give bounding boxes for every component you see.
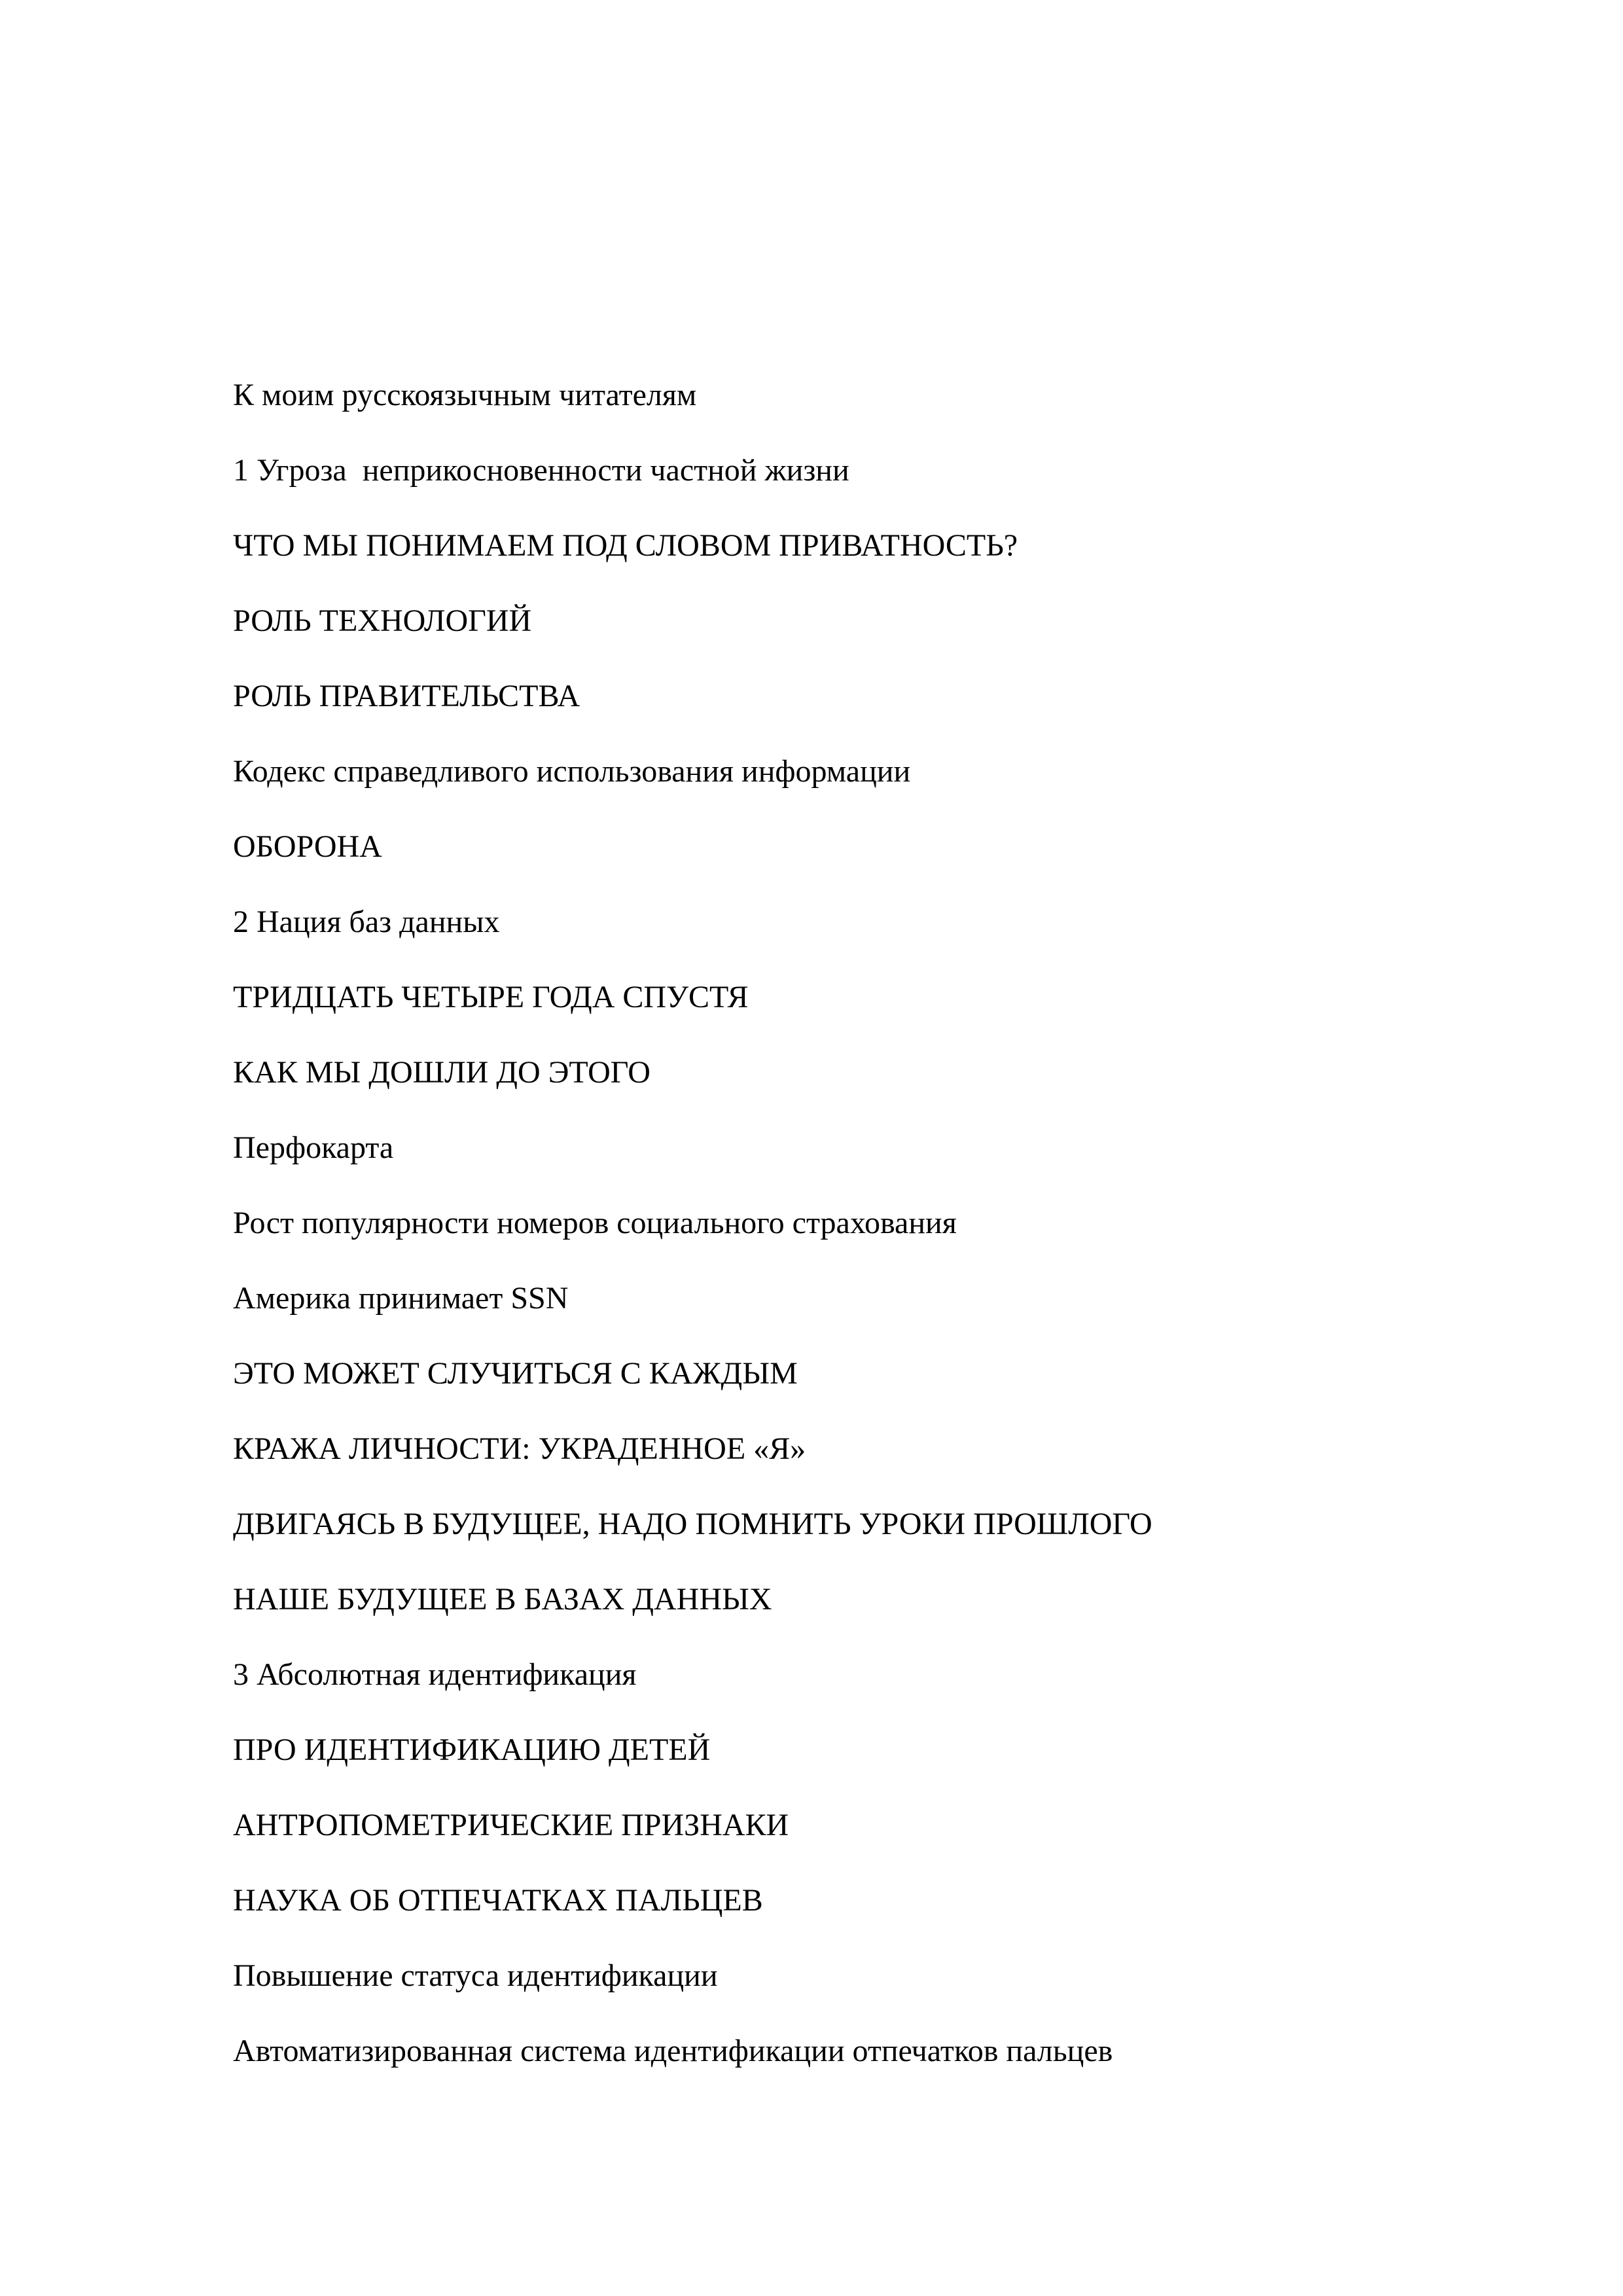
toc-entry: КАК МЫ ДОШЛИ ДО ЭТОГО bbox=[233, 1055, 651, 1090]
toc-entry: Автоматизированная система идентификации отпечатков пальцев bbox=[233, 2034, 1113, 2068]
toc-entry: ЭТО МОЖЕТ СЛУЧИТЬСЯ С КАЖДЫМ bbox=[233, 1356, 798, 1391]
toc-entry: РОЛЬ ТЕХНОЛОГИЙ bbox=[233, 603, 532, 638]
toc-entry: АНТРОПОМЕТРИЧЕСКИЕ ПРИЗНАКИ bbox=[233, 1808, 789, 1842]
toc-entry: 2 Нация баз данных bbox=[233, 905, 500, 939]
toc-entry: ТРИДЦАТЬ ЧЕТЫРЕ ГОДА СПУСТЯ bbox=[233, 980, 749, 1014]
toc-entry: К моим русскоязычным читателям bbox=[233, 378, 697, 412]
toc-entry: Повышение статуса идентификации bbox=[233, 1958, 718, 1993]
toc-entry: Рост популярности номеров социального страхования bbox=[233, 1206, 957, 1240]
toc-entry: КРАЖА ЛИЧНОСТИ: УКРАДЕННОЕ «Я» bbox=[233, 1431, 806, 1466]
toc-entry: ОБОРОНА bbox=[233, 829, 382, 864]
toc-entry: Америка принимает SSN bbox=[233, 1281, 569, 1316]
toc-entry: РОЛЬ ПРАВИТЕЛЬСТВА bbox=[233, 679, 580, 713]
toc-entry: НАУКА ОБ ОТПЕЧАТКАХ ПАЛЬЦЕВ bbox=[233, 1883, 763, 1918]
toc-entry: НАШЕ БУДУЩЕЕ В БАЗАХ ДАННЫХ bbox=[233, 1582, 772, 1617]
toc-entry: ДВИГАЯСЬ В БУДУЩЕЕ, НАДО ПОМНИТЬ УРОКИ ПРОШЛОГО bbox=[233, 1507, 1152, 1541]
toc-entry: 3 Абсолютная идентификация bbox=[233, 1657, 637, 1692]
toc-entry: 1 Угроза неприкосновенности частной жизни bbox=[233, 453, 849, 488]
table-of-contents bbox=[233, 377, 1542, 2108]
toc-entry: ЧТО МЫ ПОНИМАЕМ ПОД СЛОВОМ ПРИВАТНОСТЬ? bbox=[233, 528, 1018, 563]
toc-entry: Перфокарта bbox=[233, 1130, 394, 1165]
toc-entry: ПРО ИДЕНТИФИКАЦИЮ ДЕТЕЙ bbox=[233, 1732, 711, 1767]
toc-entry: Кодекс справедливого использования информации bbox=[233, 754, 911, 789]
